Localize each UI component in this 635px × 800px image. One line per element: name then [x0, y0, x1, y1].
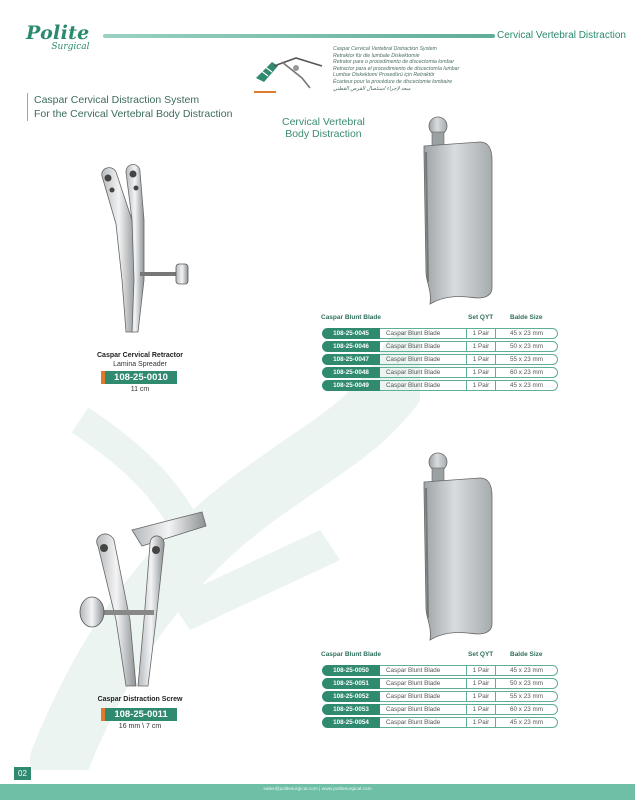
row-description: Caspar Blunt Blade	[380, 367, 528, 378]
row-code: 108-25-0045	[322, 328, 380, 339]
table-col-qty: Set QYT	[468, 314, 494, 321]
system-title	[27, 93, 232, 121]
row-code: 108-25-0047	[322, 354, 380, 365]
row-description: Caspar Blunt Blade	[380, 354, 528, 365]
table-row	[322, 380, 558, 391]
table-row	[322, 354, 558, 365]
product-size: 11 cm	[130, 386, 150, 393]
row-qty: 1 Pair	[466, 367, 496, 378]
row-code: 108-25-0048	[322, 367, 380, 378]
row-description: Caspar Blunt Blade	[380, 704, 528, 715]
table-title: Caspar Blunt Blade	[321, 314, 381, 321]
table-col-qty: Set QYT	[468, 651, 494, 658]
system-title-line: For the Cervical Vertebral Body Distraction	[34, 108, 233, 120]
row-qty: 1 Pair	[466, 717, 496, 728]
product-size: 16 mm \ 7 cm	[118, 723, 162, 730]
section-title-line: Body Distraction	[285, 128, 362, 140]
product-code: 108-25-0010	[105, 371, 177, 384]
section-title	[282, 116, 365, 140]
row-description: Caspar Blunt Blade	[380, 717, 528, 728]
ml-line: Retrator para o procedimento de discectomia lombar	[333, 59, 455, 66]
ml-line: Retraktor für die lumbale Diskektomie	[333, 52, 420, 59]
table-row	[322, 341, 558, 352]
system-title-line: Caspar Cervical Distraction System	[34, 94, 200, 106]
row-size: 50 x 23 mm	[496, 341, 558, 352]
category-title: Cervical Vertebral Distraction	[497, 30, 626, 41]
row-size: 45 x 23 mm	[496, 328, 558, 339]
row-code: 108-25-0052	[322, 691, 380, 702]
row-code: 108-25-0054	[322, 717, 380, 728]
row-qty: 1 Pair	[466, 328, 496, 339]
product-name: Caspar Distraction Screw	[97, 696, 183, 703]
table-row	[322, 367, 558, 378]
row-size: 50 x 23 mm	[496, 678, 558, 689]
row-code: 108-25-0051	[322, 678, 380, 689]
row-qty: 1 Pair	[466, 691, 496, 702]
row-qty: 1 Pair	[466, 341, 496, 352]
row-size: 45 x 23 mm	[496, 380, 558, 391]
table-row	[322, 328, 558, 339]
row-code: 108-25-0049	[322, 380, 380, 391]
table-row	[322, 717, 558, 728]
ml-line: Retractor para el procedimiento de discectomía lumbar	[333, 65, 460, 72]
row-size: 45 x 23 mm	[496, 717, 558, 728]
product-code: 108-25-0011	[105, 708, 177, 721]
ml-line: Caspar Cervical Vertebral Distraction System	[333, 46, 437, 52]
header-divider	[103, 34, 495, 38]
row-qty: 1 Pair	[466, 678, 496, 689]
row-description: Caspar Blunt Blade	[380, 691, 528, 702]
product-code-badge	[101, 708, 177, 721]
table-row	[322, 704, 558, 715]
row-description: Caspar Blunt Blade	[380, 380, 528, 391]
cervical-retractor-image	[92, 160, 202, 340]
product-subtitle: Lamina Spreader	[113, 361, 167, 368]
row-description: Caspar Blunt Blade	[380, 678, 528, 689]
multilingual-description	[333, 46, 459, 92]
blunt-blade-image	[410, 112, 500, 312]
hand-instrument-icon	[252, 48, 328, 98]
row-size: 45 x 23 mm	[496, 665, 558, 676]
ml-line: Lumbar Diskektomi Prosedürü için Retraktör	[333, 72, 435, 79]
section-title-line: Cervical Vertebral	[282, 116, 365, 128]
brand-subtitle: Surgical	[51, 42, 90, 52]
row-size: 60 x 23 mm	[496, 367, 558, 378]
table-row	[322, 691, 558, 702]
row-code: 108-25-0053	[322, 704, 380, 715]
table-col-size: Balde Size	[510, 651, 543, 658]
row-description: Caspar Blunt Blade	[380, 328, 528, 339]
row-size: 55 x 23 mm	[496, 691, 558, 702]
row-description: Caspar Blunt Blade	[380, 665, 528, 676]
product-name: Caspar Cervical Retractor	[97, 352, 183, 359]
table-title: Caspar Blunt Blade	[321, 651, 381, 658]
row-qty: 1 Pair	[466, 380, 496, 391]
row-qty: 1 Pair	[466, 665, 496, 676]
table-row	[322, 665, 558, 676]
blunt-blade-image	[410, 448, 500, 648]
table-row	[322, 678, 558, 689]
row-size: 55 x 23 mm	[496, 354, 558, 365]
row-code: 108-25-0050	[322, 665, 380, 676]
distraction-screw-image	[72, 500, 212, 690]
row-description: Caspar Blunt Blade	[380, 341, 528, 352]
footer-contact[interactable]: sales@politesurgical.com | www.politesurgical.com	[263, 787, 372, 792]
ml-line: Écarteur pour la procédure de discectomie lombaire	[333, 78, 453, 85]
table-col-size: Balde Size	[510, 314, 543, 321]
product-code-badge	[101, 371, 177, 384]
row-code: 108-25-0046	[322, 341, 380, 352]
page-number: 02	[14, 767, 31, 780]
row-qty: 1 Pair	[466, 354, 496, 365]
brand-name: Polite	[26, 22, 90, 44]
ml-line: مبعد لإجراء استئصال القرص القطني	[333, 85, 411, 92]
row-size: 60 x 23 mm	[496, 704, 558, 715]
row-qty: 1 Pair	[466, 704, 496, 715]
brand-logo	[26, 24, 90, 52]
